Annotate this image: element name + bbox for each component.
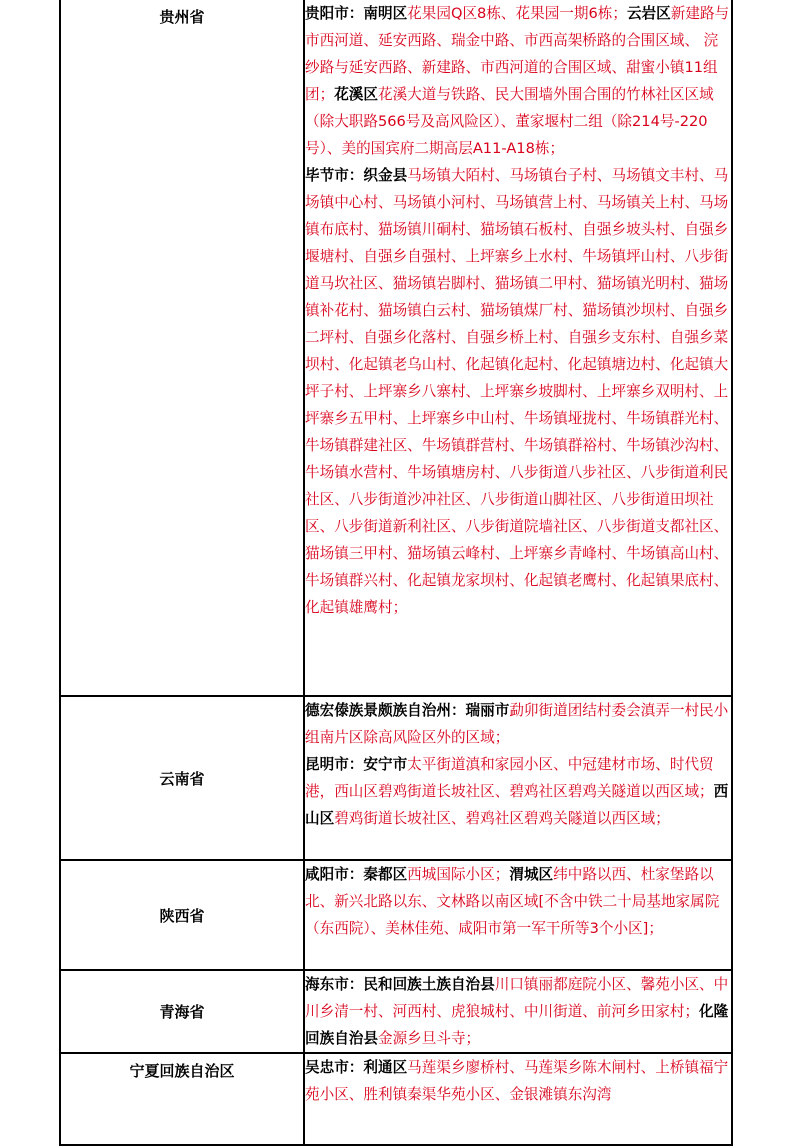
- area-paragraph: [305, 971, 731, 1052]
- province-name: 云南省: [159, 769, 205, 788]
- area-list-text: 金源乡旦斗寺；: [377, 1030, 481, 1047]
- table-row: [60, 0, 732, 696]
- place-heading: 渭城区: [509, 866, 554, 883]
- province-cell: [60, 1053, 304, 1145]
- table-row: [60, 696, 732, 860]
- area-list-text: 川口镇丽都庭院小区、馨苑小区、中川乡清一村、河西村、虎狼城村、中川街道、前河乡田家村；: [305, 976, 729, 1020]
- table-row: [60, 860, 732, 970]
- area-paragraph: [305, 162, 731, 621]
- area-list-text: 花果园Q区8栋、花果园一期6栋；: [407, 5, 627, 22]
- area-paragraph: [305, 1054, 731, 1108]
- place-heading: 毕节市：织金县: [305, 167, 408, 184]
- place-heading: 西山区: [305, 783, 729, 827]
- province-cell: [60, 696, 304, 860]
- province-name: 陕西省: [159, 906, 205, 925]
- province-name: 宁夏回族自治区: [129, 1062, 235, 1080]
- area-list-text: 碧鸡街道长坡社区、碧鸡社区碧鸡关隧道以西区域；: [334, 810, 670, 827]
- area-paragraph: [305, 861, 731, 942]
- area-detail-cell: [304, 1053, 732, 1145]
- area-paragraph: [305, 697, 731, 751]
- area-list-text: 马莲渠乡廖桥村、马莲渠乡陈木闸村、上桥镇福宁苑小区、胜利镇秦渠华苑小区、金银滩镇东沟湾: [305, 1059, 729, 1103]
- area-list-text: 花溪大道与铁路、民大围墙外围合围的竹林社区区域（除大职路566号及高风险区）、董家堰村二组（除214号-220号）、美的国宾府二期高层A11-A18栋；: [305, 86, 714, 157]
- area-paragraph: [305, 751, 731, 832]
- area-list-text: 马场镇大陌村、马场镇台子村、马场镇文丰村、马场镇中心村、马场镇小河村、马场镇营上村、马场镇关上村、马场镇布底村、猫场镇川硐村、猫场镇石板村、自强乡坡头村、自强乡堰塘村、自强乡自强村、上坪寨乡上水村、牛场镇坪山村、八步街道马坎社区、猫场镇岩脚村、猫场镇二甲村、猫场镇光明村、猫场镇补花村、猫场镇白云村、猫场镇煤厂村、猫场镇沙坝村、自强乡二坪村、自强乡化落村、自强乡桥上村、自强乡支东村、自强乡菜坝村、化起镇老乌山村、化起镇化起村、化起镇塘边村、化起镇大坪子村、上坪寨乡八寨村、上坪寨乡坡脚村、上坪寨乡双明村、上坪寨乡五甲村、上坪寨乡中山村、牛场镇垭拢村、牛场镇群光村、牛场镇群建社区、牛场镇群营村、牛场镇群裕村、牛场镇沙沟村、牛场镇水营村、牛场镇塘房村、八步街道八步社区、八步街道利民社区、八步街道沙冲社区、八步街道山脚社区、八步街道田坝社区、八步街道新利社区、八步街道院墙社区、八步街道支都社区、猫场镇三甲村、猫场镇云峰村、上坪寨乡青峰村、牛场镇高山村、牛场镇群兴村、化起镇龙家坝村、化起镇老鹰村、化起镇果底村、化起镇雄鹰村；: [305, 167, 729, 616]
- area-detail-cell: [304, 970, 732, 1053]
- area-list-text: 太平街道滇和家园小区、中冠建材市场、时代贸港，西山区碧鸡街道长坡社区、碧鸡社区碧鸡关隧道以西区域；: [305, 756, 714, 800]
- area-list-text: 勐卯街道团结村委会滇弄一村民小组南片区除高风险区外的区域；: [305, 702, 729, 746]
- area-paragraph: [305, 0, 731, 162]
- place-heading: 化隆回族自治县: [305, 1003, 729, 1047]
- province-cell: [60, 970, 304, 1053]
- province-cell: [60, 0, 304, 696]
- place-heading: 德宏傣族景颇族自治州：瑞丽市: [305, 702, 510, 719]
- place-heading: 海东市：民和回族土族自治县: [305, 976, 495, 993]
- area-list-text: 纬中路以西、杜家堡路以北、新兴北路以东、文林路以南区域[不含中铁二十局基地家属院（东西院）、美林佳苑、咸阳市第一军干所等3个小区]；: [305, 866, 720, 937]
- place-heading: 吴忠市：利通区: [305, 1059, 408, 1076]
- province-name: 贵州省: [159, 8, 205, 26]
- place-heading: 昆明市：安宁市: [305, 756, 408, 773]
- area-detail-cell: [304, 0, 732, 696]
- table-row: [60, 1053, 732, 1145]
- area-list-text: 新建路与市西河道、延安西路、瑞金中路、市西高架桥路的合围区域、 浣纱路与延安西路、新建路、市西河道的合围区域、甜蜜小镇11组团；: [305, 5, 730, 103]
- area-detail-cell: [304, 696, 732, 860]
- place-heading: 咸阳市：秦都区: [305, 866, 408, 883]
- place-heading: 贵阳市：南明区: [305, 5, 408, 22]
- province-name: 青海省: [159, 1003, 205, 1021]
- area-list-text: 西城国际小区；: [407, 866, 510, 883]
- table-row: [60, 970, 732, 1053]
- risk-area-table: [59, 0, 733, 1146]
- province-cell: [60, 860, 304, 970]
- place-heading: 云岩区: [626, 5, 671, 22]
- area-detail-cell: [304, 860, 732, 970]
- place-heading: 花溪区: [334, 86, 378, 103]
